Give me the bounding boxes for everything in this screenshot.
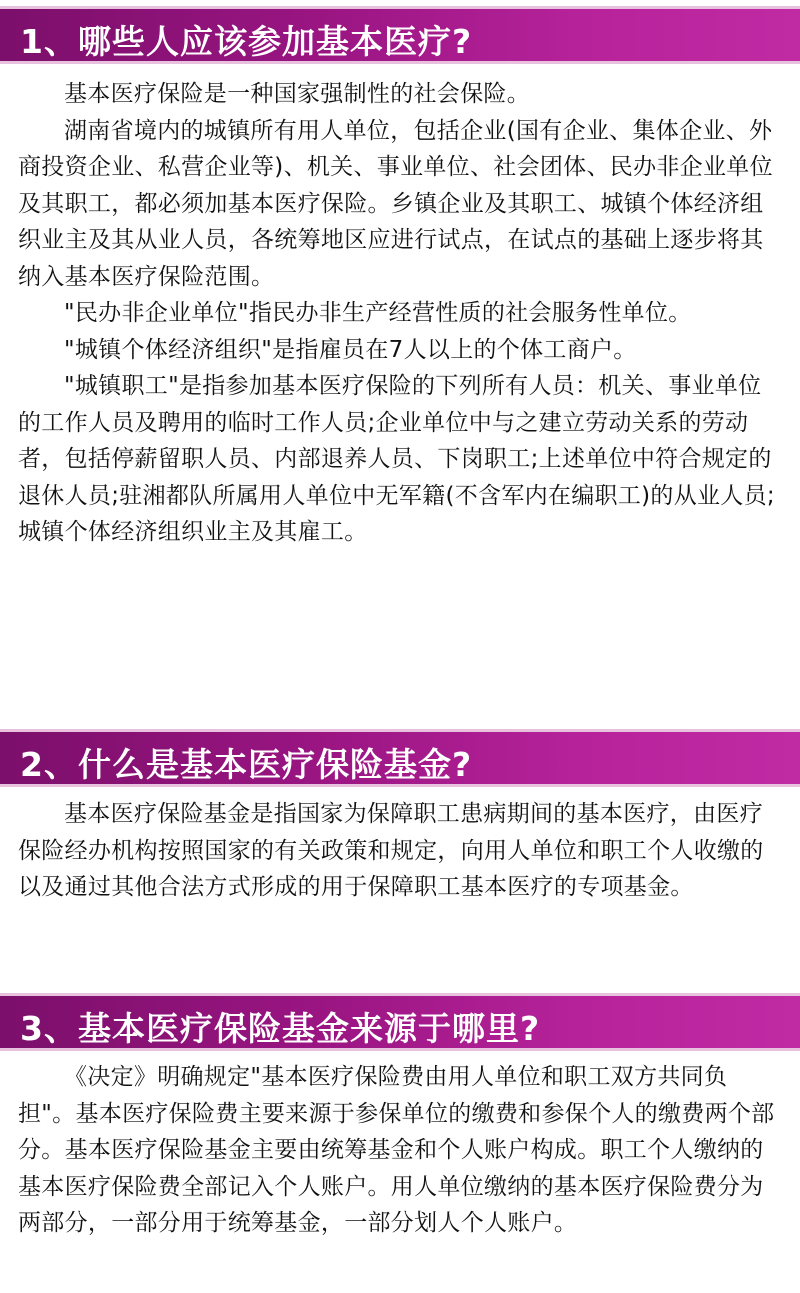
section-2-body [18, 796, 784, 906]
section-2-paragraph: 基本医疗保险基金是指国家为保障职工患病期间的基本医疗，由医疗保险经办机构按照国家的有关政策和规定，向用人单位和职工个人收缴的以及通过其他合法方式形成的用于保障职工基本医疗的专项基金。 [18, 801, 764, 900]
section-1-header [0, 6, 800, 64]
section-2-header [0, 729, 800, 787]
section-1-title: 1、哪些人应该参加基本医疗? [20, 22, 473, 61]
section-1-paragraph: "民办非企业单位"指民办非生产经营性质的社会服务性单位。 [64, 300, 692, 326]
section-1-paragraph: 湖南省境内的城镇所有用人单位，包括企业(国有企业、集体企业、外商投资企业、私营企业等)、机关、事业单位、社会团体、民办非企业单位及其职工，都必须加基本医疗保险。乡镇企业及其职工、城镇个体经济组织业主及其从业人员，各统筹地区应进行试点，在试点的基础上逐步将其纳入基本医疗保险范围。 [18, 117, 773, 290]
section-1-paragraph: 基本医疗保险是一种国家强制性的社会保险。 [64, 81, 530, 107]
section-1-paragraph: "城镇职工"是指参加基本医疗保险的下列所有人员：机关、事业单位的工作人员及聘用的临时工作人员;企业单位中与之建立劳动关系的劳动者，包括停薪留职人员、内部退养人员、下岗职工;上述单位中符合规定的退休人员;驻湘都队所属用人单位中无军籍(不含军内在编职工)的从业人员;城镇个体经济组织业主及其雇工。 [18, 373, 775, 545]
section-1-paragraph: "城镇个体经济组织"是指雇员在7人以上的个体工商户。 [64, 336, 637, 363]
section-3-paragraph: 《决定》明确规定"基本医疗保险费由用人单位和职工双方共同负担"。基本医疗保险费主要来源于参保单位的缴费和参保个人的缴费两个部分。基本医疗保险基金主要由统筹基金和个人账户构成。职工个人缴纳的基本医疗保险费全部记入个人账户。用人单位缴纳的基本医疗保险费分为两部分，一部分用于统筹基金，一部分划人个人账户。 [18, 1064, 775, 1236]
section-3-header [0, 993, 800, 1051]
section-3-title: 3、基本医疗保险基金来源于哪里? [20, 1009, 541, 1048]
section-1-body [18, 76, 784, 551]
section-2-title: 2、什么是基本医疗保险基金? [20, 745, 473, 784]
section-3-body [18, 1059, 784, 1242]
